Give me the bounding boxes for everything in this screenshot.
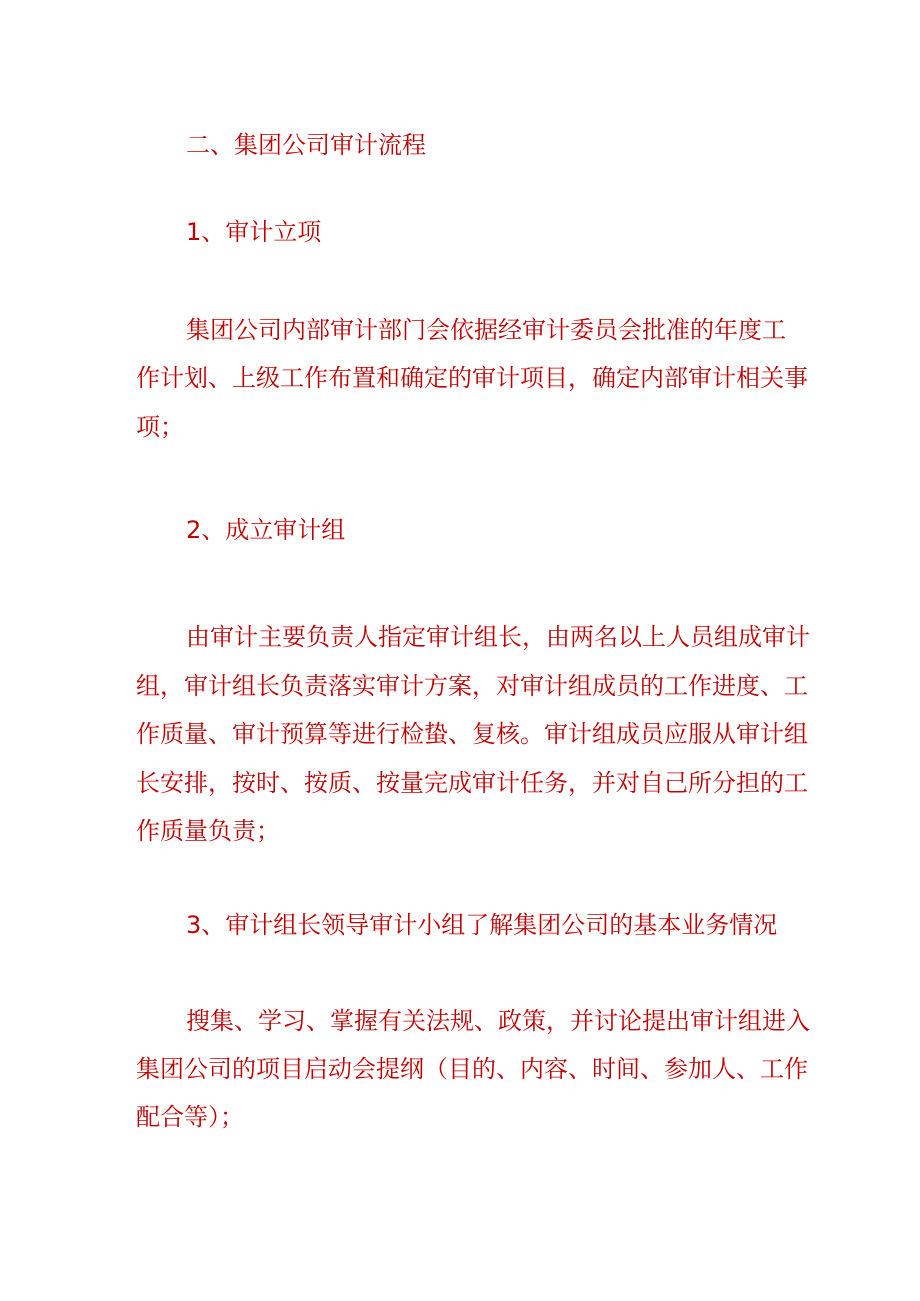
paragraph-line: 组，审计组长负责落实审计方案，对审计组成员的工作进度、工 [136,672,808,700]
paragraph-line: 配合等）； [136,1103,244,1131]
step1-heading: 1、审计立项 [186,218,322,246]
paragraph-line: 作质量、审计预算等进行检蛰、复核。审计组成员应服从审计组 [136,720,808,748]
paragraph-line: 项； [136,413,184,441]
paragraph-line: 作计划、上级工作布置和确定的审计项目，确定内部审计相关事 [136,364,808,392]
step2-heading: 2、成立审计组 [186,516,346,544]
paragraph-line: 作质量负责； [136,817,280,845]
paragraph-line: 集团公司的项目启动会提纲（目的、内容、时间、参加人、工作 [136,1055,808,1083]
section-title: 二、集团公司审计流程 [186,131,426,159]
paragraph-line: 搜集、学习、掌握有关法规、政策，并讨论提出审计组进入 [186,1007,810,1035]
step3-heading: 3、审计组长领导审计小组了解集团公司的基本业务情况 [186,911,778,939]
paragraph-line: 集团公司内部审计部门会依据经审计委员会批准的年度工 [186,316,786,344]
paragraph-line: 由审计主要负责人指定审计组长，由两名以上人员组成审计 [186,623,810,651]
paragraph-line: 长安排，按时、按质、按量完成审计任务，并对自己所分担的工 [136,769,808,797]
